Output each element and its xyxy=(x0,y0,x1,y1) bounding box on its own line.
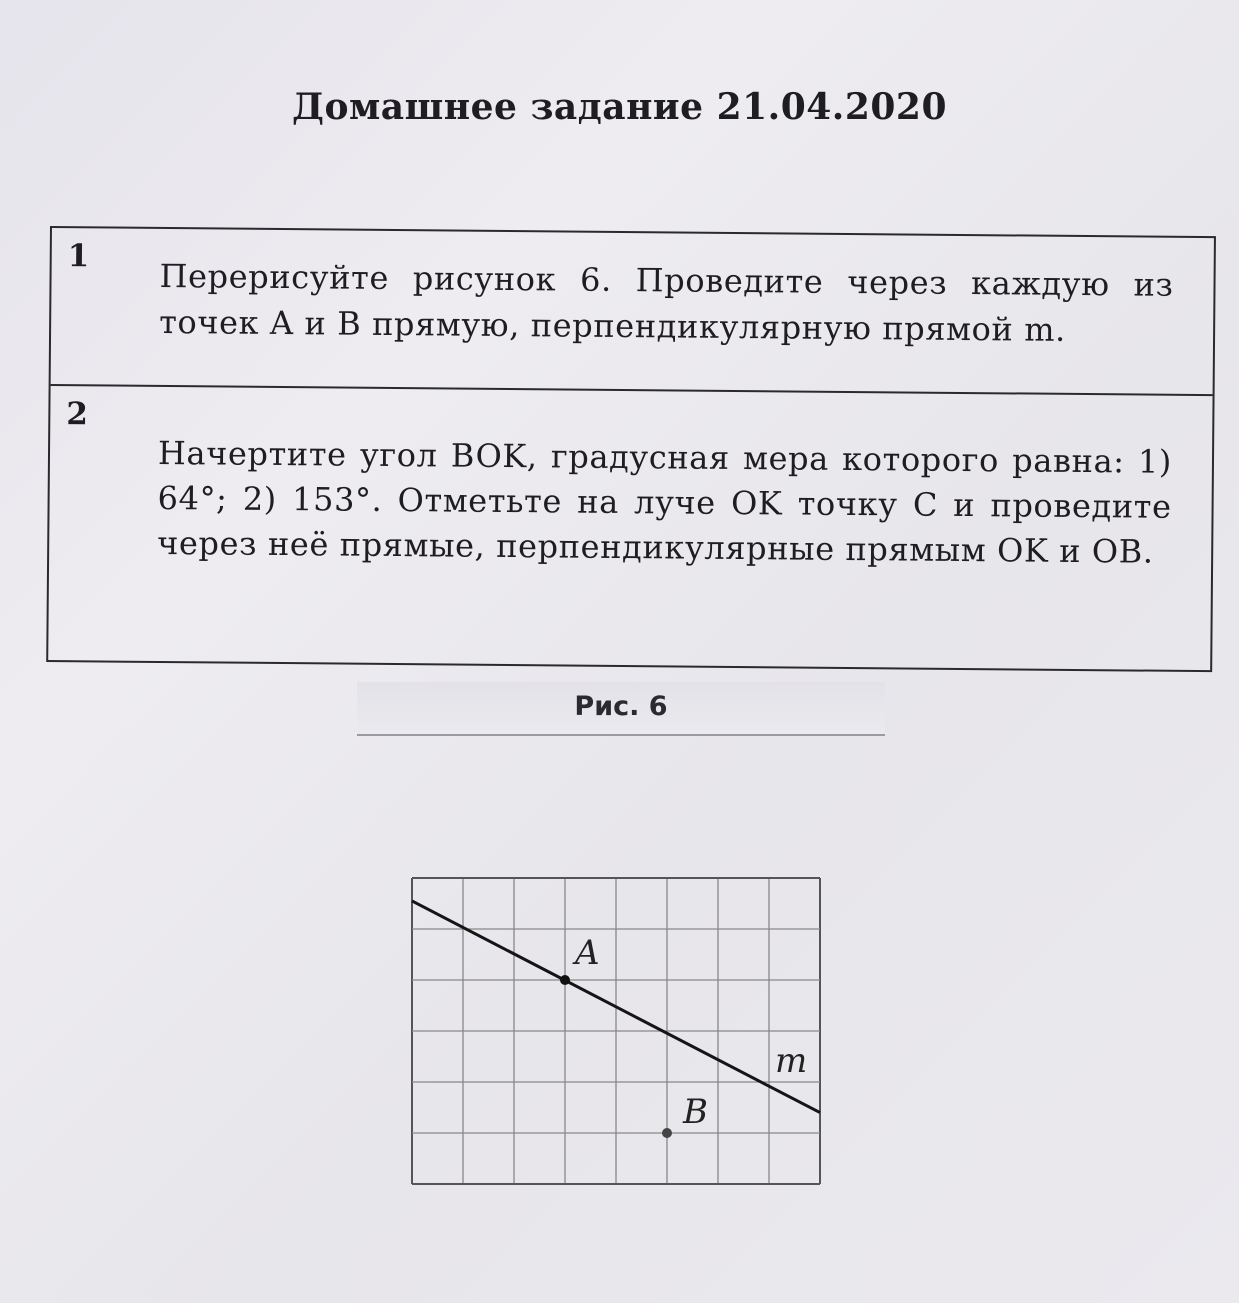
point-b-dot xyxy=(662,1128,672,1138)
grid-figure xyxy=(400,868,830,1198)
tasks-table xyxy=(46,226,1216,672)
task-row-2 xyxy=(48,386,1212,668)
page-title: Домашнее задание 21.04.2020 xyxy=(291,86,948,128)
task-number: 2 xyxy=(66,396,89,433)
figure-6 xyxy=(400,868,830,1198)
task-text: Начертите угол BOK, градусная мера которого равна: 1) 64°; 2) 153°. Отметьте на луче OK точку C и проведите через неё прямые, перпендикулярные прямым OK и OB. xyxy=(157,433,1173,571)
task-text: Перерисуйте рисунок 6. Проведите через каждую из точек A и B прямую, перпендикулярную прямой m. xyxy=(159,256,1174,349)
line-m-label: m xyxy=(775,1041,808,1081)
point-a-dot xyxy=(560,975,570,985)
point-a-label: A xyxy=(575,933,600,973)
task-number: 1 xyxy=(67,238,90,275)
figure-caption: Рис. 6 xyxy=(357,682,885,736)
point-b-label: B xyxy=(683,1092,708,1132)
task-row-1 xyxy=(51,228,1214,396)
grid xyxy=(412,878,820,1184)
